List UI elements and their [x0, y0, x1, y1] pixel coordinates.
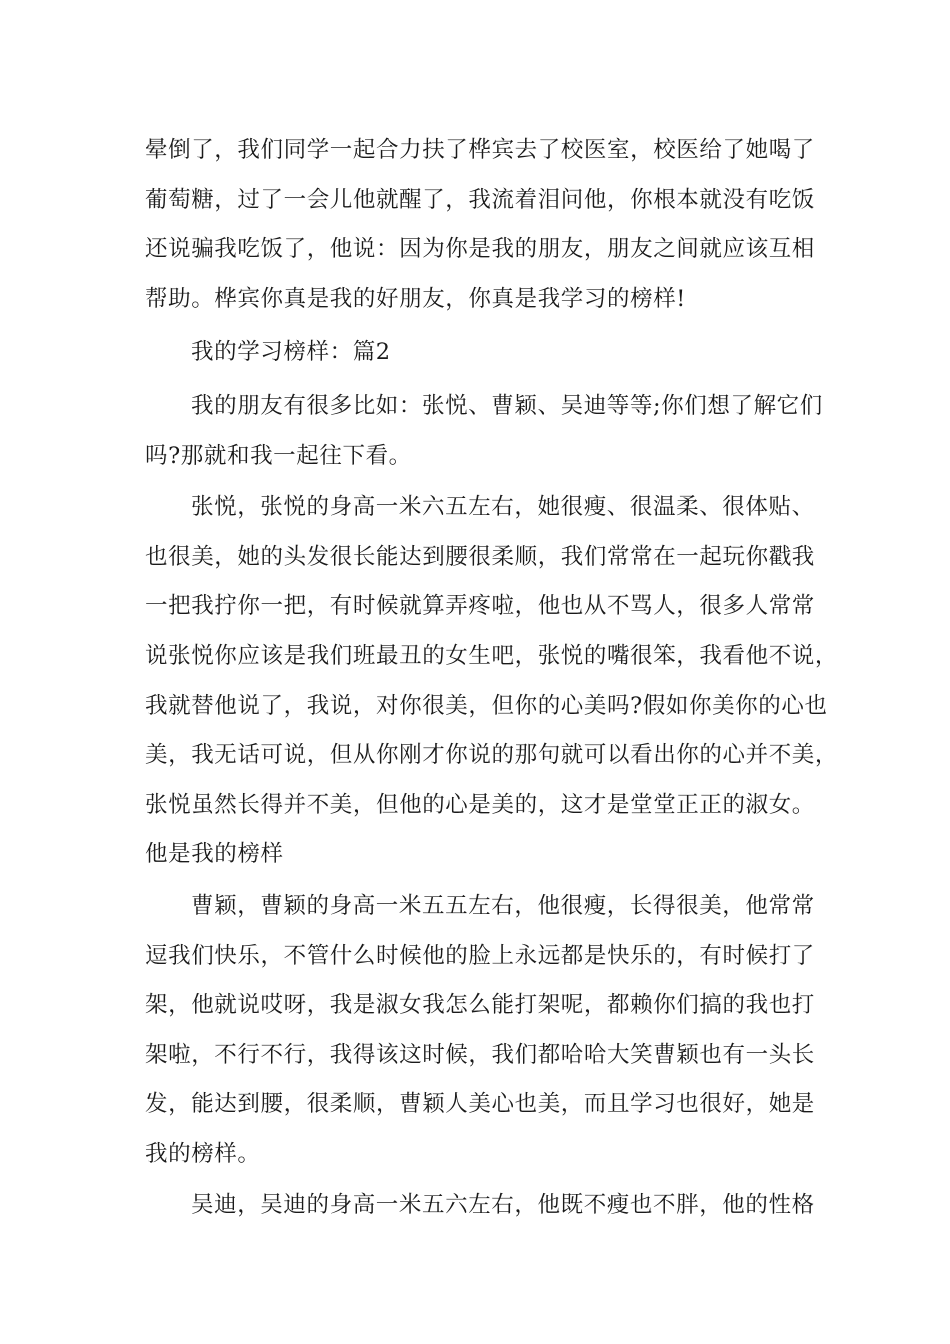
text-line: 晕倒了，我们同学一起合力扶了桦宾去了校医室，校医给了她喝了 — [145, 137, 815, 163]
text-line: 说张悦你应该是我们班最丑的女生吧，张悦的嘴很笨，我看他不说， — [145, 642, 839, 669]
paragraph — [145, 382, 823, 481]
paragraph — [145, 1181, 820, 1231]
text-line: 他是我的榜样 — [145, 841, 284, 868]
document-body — [145, 126, 839, 1231]
text-line: 架啦，不行不行，我得该这时候，我们都哈哈大笑曹颖也有一头长 — [145, 1041, 815, 1068]
text-line: 帮助。桦宾你真是我的好朋友，你真是我学习的榜样! — [145, 285, 686, 312]
paragraph — [145, 882, 820, 1180]
text-line: 一把我拧你一把，有时候就算弄疼啦，他也从不骂人，很多人常常 — [145, 593, 815, 620]
text-line: 逗我们快乐，不管什么时候他的脸上永远都是快乐的，有时候打了 — [145, 942, 815, 969]
text-line: 还说骗我吃饭了，他说：因为你是我的朋友，朋友之间就应该互相 — [145, 236, 815, 263]
text-line: 张悦，张悦的身高一米六五左右，她很瘦、很温柔、很体贴、 — [191, 494, 815, 521]
section-heading — [145, 328, 820, 378]
paragraph — [145, 126, 820, 324]
text-line: 曹颖，曹颖的身高一米五五左右，他很瘦，长得很美，他常常 — [191, 892, 815, 919]
text-line: 吗?那就和我一起往下看。 — [145, 442, 412, 469]
text-line: 发，能达到腰，很柔顺，曹颖人美心也美，而且学习也很好，她是 — [145, 1091, 815, 1118]
text-line: 也很美，她的头发很长能达到腰很柔顺，我们常常在一起玩你戳我 — [145, 543, 815, 570]
text-line: 葡萄糖，过了一会儿他就醒了，我流着泪问他，你根本就没有吃饭 — [145, 186, 815, 213]
text-line: 张悦虽然长得并不美，但他的心是美的，这才是堂堂正正的淑女。 — [145, 791, 815, 818]
paragraph — [145, 483, 839, 880]
text-line: 我的朋友有很多比如：张悦、曹颖、吴迪等等;你们想了解它们 — [191, 392, 823, 419]
text-line: 我就替他说了，我说，对你很美，但你的心美吗?假如你美你的心也 — [145, 692, 828, 719]
text-line: 架，他就说哎呀，我是淑女我怎么能打架呢，都赖你们搞的我也打 — [145, 992, 815, 1019]
text-line: 吴迪，吴迪的身高一米五六左右，他既不瘦也不胖，他的性格 — [191, 1192, 815, 1219]
text-line: 我的榜样。 — [145, 1140, 261, 1167]
text-line: 我的学习榜样：篇2 — [191, 339, 391, 366]
text-line: 美，我无话可说，但从你刚才你说的那句就可以看出你的心并不美， — [145, 742, 839, 769]
